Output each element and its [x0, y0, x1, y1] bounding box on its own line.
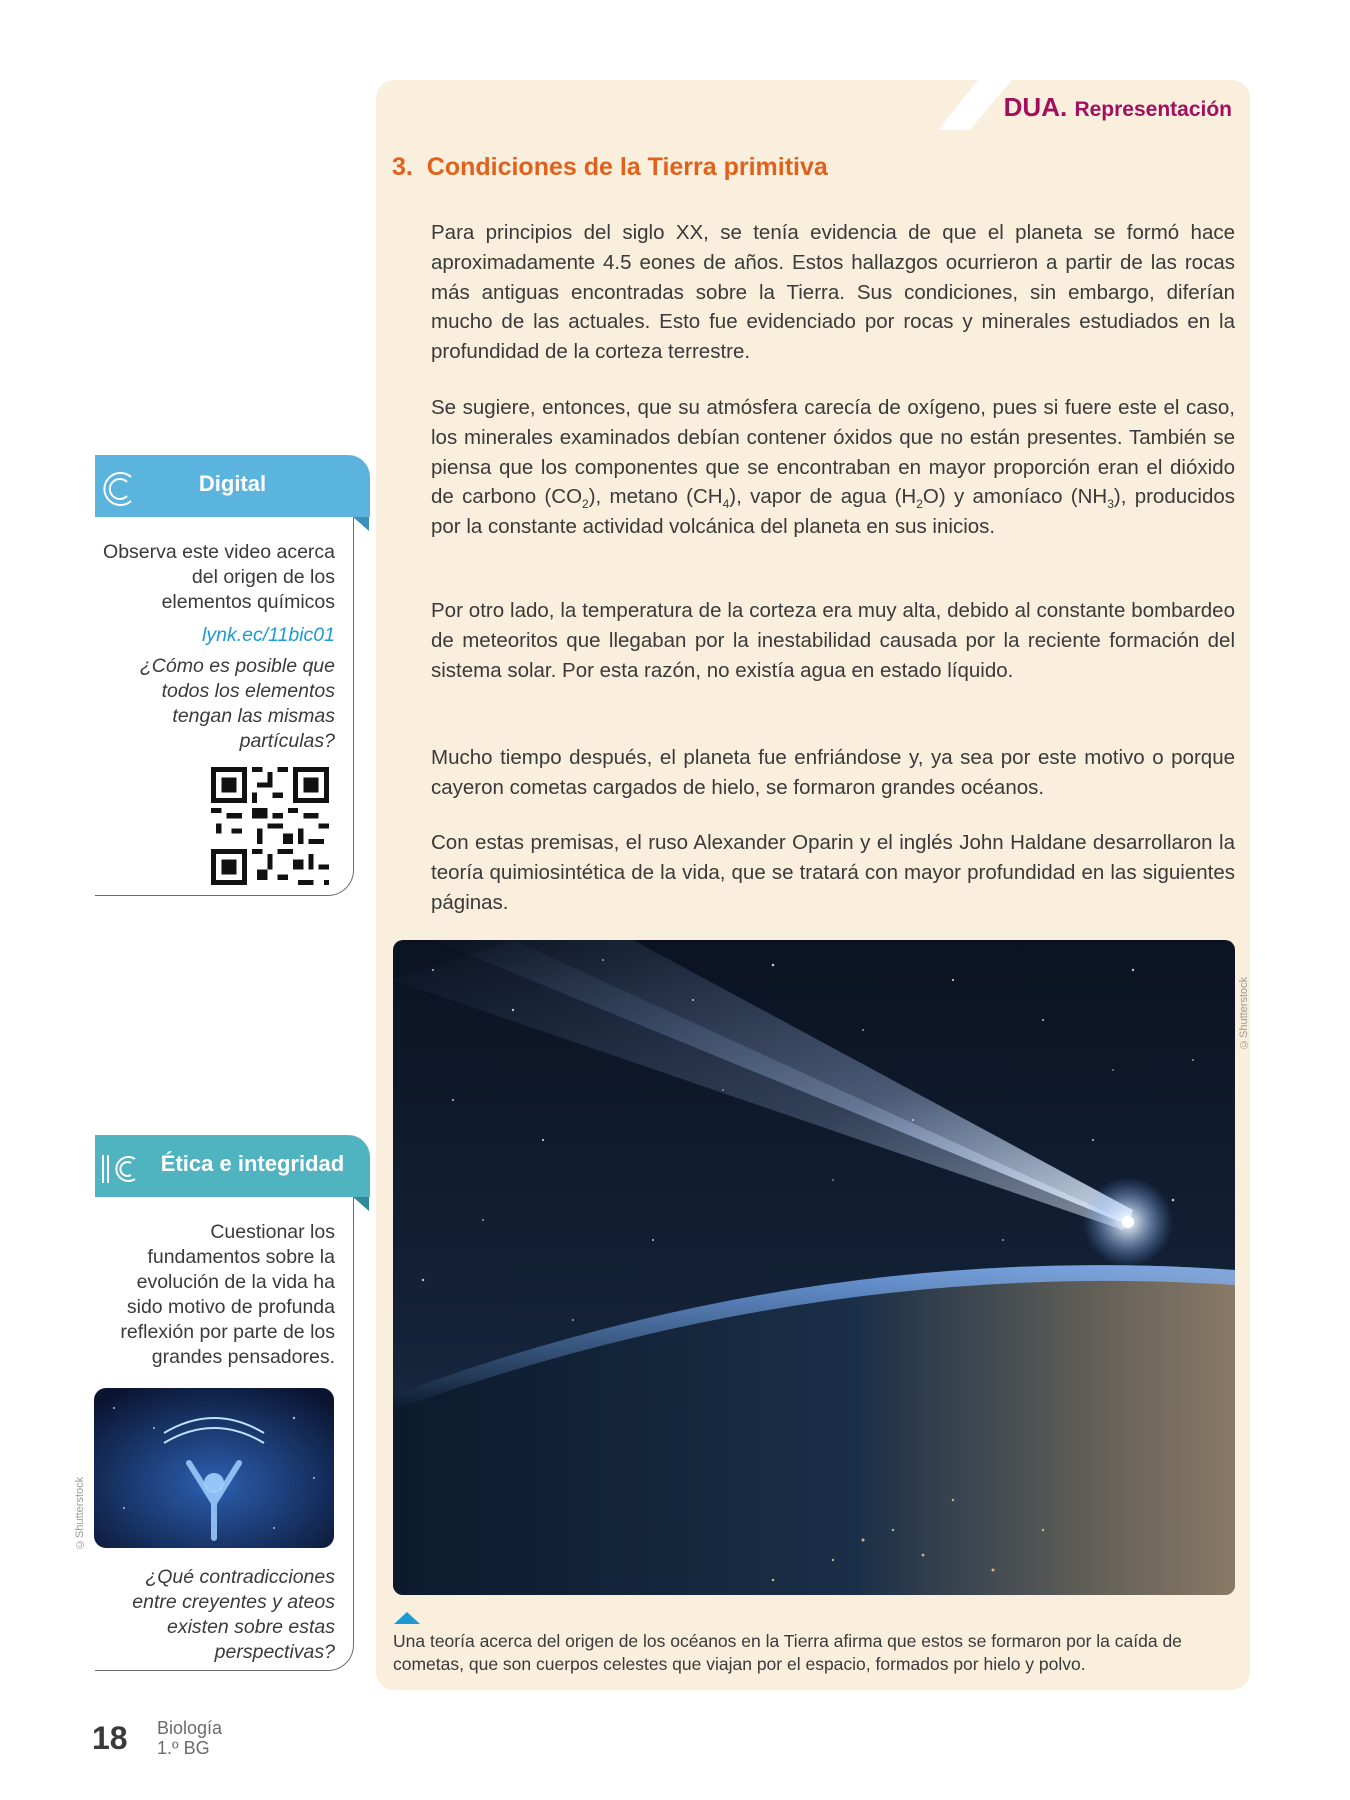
- comet-earth-photo: [393, 940, 1235, 1595]
- p2-text-a: Se sugiere, entonces, que su atmósfera carecía de oxígeno, pues si fuere este el caso, los minerales examinados debían contener óxidos que no están presentes. También se piensa que los componentes que se encontraban en mayor proporción eran el dióxido de carbono (CO: [431, 396, 1235, 509]
- dua-label: [1004, 92, 1232, 123]
- paragraph-4: Mucho tiempo después, el planeta fue enfriándose y, ya sea por este motivo o porque cayeron cometas cargados de hielo, se formaron grandes océanos.: [431, 746, 1235, 799]
- caption-arrow-icon: [394, 1612, 420, 1624]
- p2-text-e: ), producidos por la constante actividad volcánica del planeta en sus inicios.: [431, 485, 1235, 539]
- p2-sub-co2: 2: [582, 497, 589, 512]
- book-title: [157, 1718, 222, 1758]
- digital-fold: [353, 517, 369, 531]
- digital-text: Observa este video acerca del origen de los elementos químicos: [103, 541, 335, 613]
- book-level: 1.º BG: [157, 1738, 210, 1758]
- digital-link[interactable]: lynk.ec/11bic01: [202, 624, 335, 646]
- book-subject: Biología: [157, 1718, 223, 1738]
- ethics-photo-credit: ©Shutterstock: [74, 1476, 86, 1550]
- qr-code-icon[interactable]: [206, 762, 334, 890]
- dna-human-photo: [94, 1388, 334, 1548]
- p2-sub-h2o: 2: [916, 497, 923, 512]
- paragraph-5: Con estas premisas, el ruso Alexander Oparin y el inglés John Haldane desarrollaron la teoría quimiosintética de la vida, que se tratará con mayor profundidad en las siguientes páginas.: [431, 831, 1235, 914]
- ethics-fold: [353, 1197, 369, 1211]
- paragraph-2: [431, 393, 1235, 542]
- p2-text-d: O) y amoníaco (NH: [922, 485, 1108, 509]
- paragraph-1: Para principios del siglo XX, se tenía evidencia de que el planeta se formó hace aproximadamente 4.5 eones de años. Estos hallazgos ocurrieron a partir de las rocas más antiguas encontradas sobre la Tierra. Sus condiciones, sin embargo, diferían mucho de las actuales. Esto fue evidenciado por rocas y minerales estudiados en la profundidad de la corteza terrestre.: [431, 221, 1235, 364]
- section-number: 3.: [392, 153, 413, 181]
- photo-credit: ©Shutterstock: [1238, 976, 1250, 1050]
- figure-caption: Una teoría acerca del origen de los océanos en la Tierra afirma que estos se formaron por la caída de cometas, que son cuerpos celestes que viajan por el espacio, formados por hielo y polvo.: [393, 1631, 1182, 1674]
- dua-title: DUA.: [1003, 92, 1068, 122]
- ethics-title: Ética e integridad: [160, 1151, 345, 1176]
- digital-title: Digital: [198, 471, 267, 496]
- p2-sub-nh3: 3: [1107, 497, 1114, 512]
- digital-question: ¿Cómo es posible que todos los elementos tengan las mismas partículas?: [139, 655, 335, 752]
- section-title: [392, 153, 828, 182]
- digital-header: [95, 455, 370, 517]
- ethics-header: [95, 1135, 370, 1197]
- page-number: 18: [92, 1720, 128, 1756]
- paragraph-3: Por otro lado, la temperatura de la corteza era muy alta, debido al constante bombardeo de meteoritos que llegaban por la inestabilidad causada por la reciente formación del sistema solar. Por esta razón, no existía agua en estado líquido.: [431, 599, 1235, 682]
- ethics-question: ¿Qué contradicciones entre creyentes y ateos existen sobre estas perspectivas?: [132, 1566, 335, 1663]
- ethics-text: Cuestionar los fundamentos sobre la evolución de la vida ha sido motivo de profunda reflexión por parte de los grandes pensadores.: [120, 1221, 335, 1368]
- p2-text-b: ), metano (CH: [588, 485, 723, 509]
- p2-sub-ch4: 4: [722, 497, 730, 512]
- dua-subtitle: Representación: [1074, 98, 1232, 121]
- section-title-text: Condiciones de la Tierra primitiva: [426, 153, 828, 181]
- p2-text-c: ), vapor de agua (H: [729, 485, 917, 509]
